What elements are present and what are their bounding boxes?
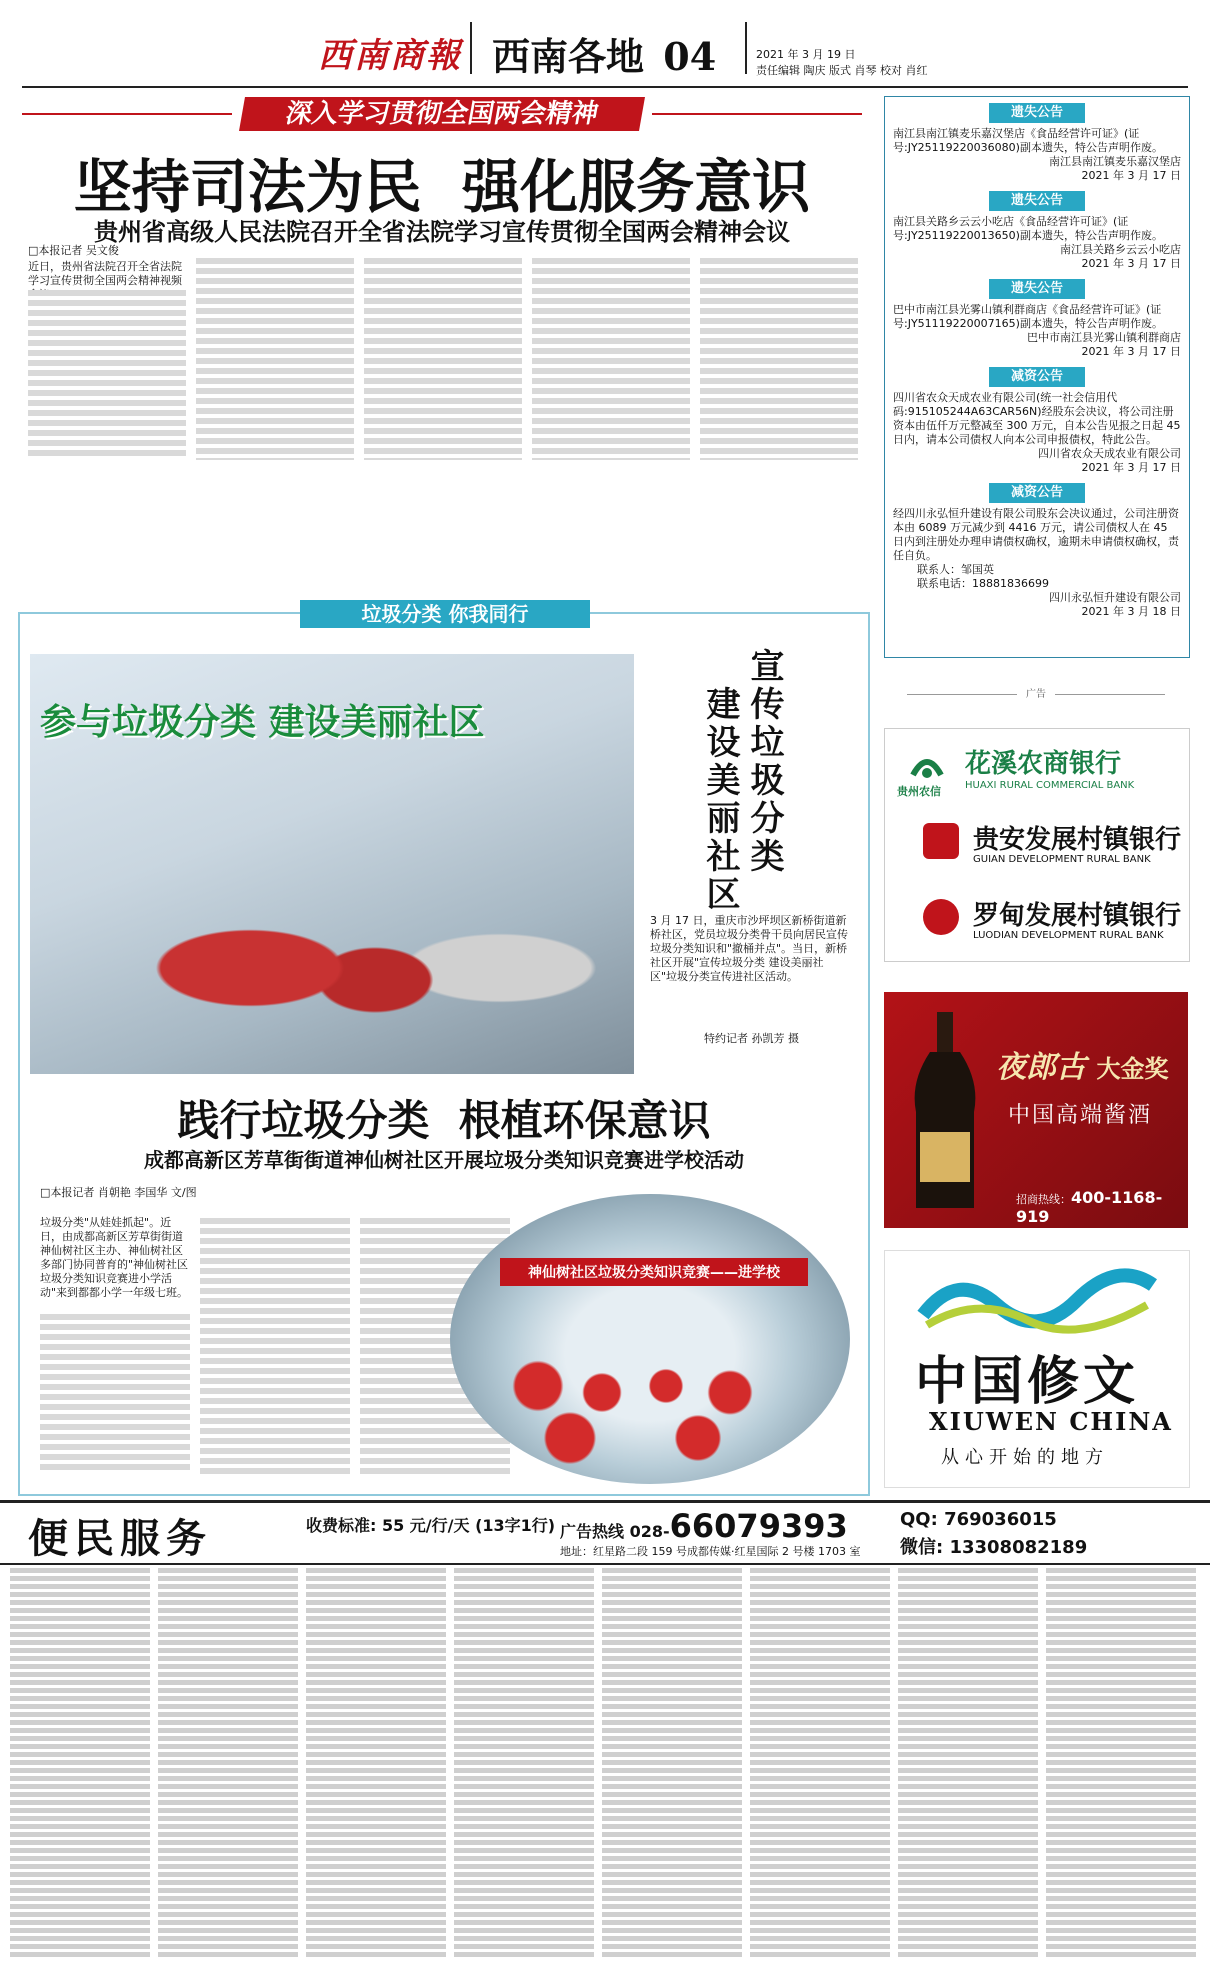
guian-en: GUIAN DEVELOPMENT RURAL BANK xyxy=(973,854,1151,865)
classifieds-wechat: 微信: 13308082189 xyxy=(900,1537,1088,1558)
guian-bank xyxy=(885,809,1189,879)
notices-box xyxy=(884,96,1190,658)
banner-line-left xyxy=(22,113,232,115)
notice-title: 减资公告 xyxy=(989,367,1085,387)
notice-date: 2021 年 3 月 18 日 xyxy=(1081,605,1181,618)
liquor-brand: 夜郎古 xyxy=(996,1050,1086,1085)
feature-photo xyxy=(30,654,634,1074)
feature-intro: 垃圾分类"从娃娃抓起"。近日，由成都高新区芳草街街道神仙树社区主办、神仙树社区多部门协同普育的"神仙树社区垃圾分类知识竞赛进小学活动"来到都都小学一年级七班。 xyxy=(40,1216,189,1299)
vertical-title-1: 宣传垃圾分类 xyxy=(744,648,784,876)
feature-tag: 垃圾分类 你我同行 xyxy=(300,600,590,628)
notice-item xyxy=(893,191,1181,271)
huaxi-name: 花溪农商银行 xyxy=(965,749,1122,779)
notice-signer: 南江县关路乡云云小吃店 xyxy=(1060,243,1181,256)
liquor-ad xyxy=(884,992,1188,1228)
classifieds-col-7 xyxy=(898,1568,1038,1958)
photo-banner: 参与垃圾分类 建设美丽社区 xyxy=(40,702,485,743)
classifieds-qq: QQ: 769036015 xyxy=(900,1509,1057,1530)
classifieds-col-1 xyxy=(10,1568,150,1958)
notice-contact-phone: 联系电话：18881836699 xyxy=(917,577,1049,590)
notice-date: 2021 年 3 月 17 日 xyxy=(1081,461,1181,474)
notice-signer: 南江县南江镇麦乐嘉汉堡店 xyxy=(1049,155,1181,168)
paper-logo: 西南商報 xyxy=(318,36,462,76)
liquor-award: 大金奖 xyxy=(1096,1054,1169,1083)
lead-body-col-3 xyxy=(364,258,522,460)
notice-contact-person: 联系人：邹国英 xyxy=(917,563,994,576)
feature-box xyxy=(18,602,870,1496)
classifieds-title: 便民服务 xyxy=(28,1515,212,1562)
xiuwen-cn: 中国修文 xyxy=(915,1351,1140,1412)
lead-headline: 坚持司法为民 强化服务意识 xyxy=(73,153,811,221)
notice-title: 遗失公告 xyxy=(989,103,1085,123)
section-title: 西南各地 04 xyxy=(492,34,717,79)
guian-name: 贵安发展村镇银行 xyxy=(973,825,1182,855)
lead-story xyxy=(22,140,862,470)
issue-date: 2021 年 3 月 19 日 xyxy=(756,48,856,61)
masthead-rule xyxy=(22,86,1188,88)
feature-body-col-2 xyxy=(200,1218,350,1474)
masthead xyxy=(0,0,1210,92)
huaxi-en: HUAXI RURAL COMMERCIAL BANK xyxy=(965,780,1135,791)
lead-subheadline: 贵州省高级人民法院召开全省法院学习宣传贯彻全国两会精神会议 xyxy=(94,217,790,246)
luodian-en: LUODIAN DEVELOPMENT RURAL BANK xyxy=(973,930,1164,941)
photo-credit: 特约记者 孙凯芳 摄 xyxy=(704,1032,799,1045)
notice-date: 2021 年 3 月 17 日 xyxy=(1081,345,1181,358)
liquor-tagline: 中国高端酱酒 xyxy=(1008,1103,1153,1128)
notice-title: 遗失公告 xyxy=(989,279,1085,299)
photo-people xyxy=(100,824,600,1064)
notice-date: 2021 年 3 月 17 日 xyxy=(1081,169,1181,182)
liquor-headline xyxy=(996,1042,1168,1086)
notice-body: 四川省农众天成农业有限公司(统一社会信用代码:915105244A63CAR56N)经股东会决议，将公司注册资本由伍仟万元整减至 300 万元，自本公告见报之日起 45 日内，请本公司债权人向本公司申报债权，特此公告。 xyxy=(893,391,1181,446)
notice-body: 巴中市南江县光雾山镇利群商店《食品经营许可证》(证号:JY51119220007165)副本遗失，特公告声明作废。 xyxy=(893,303,1163,330)
xiuwen-logo-icon xyxy=(917,1265,1157,1335)
classroom-photo xyxy=(450,1194,850,1484)
notice-signer: 四川永弘恒升建设有限公司 xyxy=(1049,591,1181,604)
notice-title: 遗失公告 xyxy=(989,191,1085,211)
masthead-divider xyxy=(470,22,472,74)
huaxi-bank xyxy=(885,729,1189,799)
classifieds-hotline: 广告热线 028-66079393 xyxy=(560,1507,848,1545)
notice-body: 南江县关路乡云云小吃店《食品经营许可证》(证号:JY25119220013650)副本遗失，特公告声明作废。 xyxy=(893,215,1163,242)
classifieds-col-2 xyxy=(158,1568,298,1958)
notice-item xyxy=(893,103,1181,183)
notice-title: 减资公告 xyxy=(989,483,1085,503)
luodian-bank xyxy=(885,885,1189,955)
notice-item xyxy=(893,367,1181,475)
lead-body-col-1 xyxy=(28,290,186,460)
lead-body-col-5 xyxy=(700,258,858,460)
masthead-divider-2 xyxy=(745,22,747,74)
liquor-bottle-icon xyxy=(910,1012,980,1212)
classifieds-address: 地址：红星路二段 159 号成都传媒·红星国际 2 号楼 1703 室 xyxy=(560,1545,861,1558)
notice-signer: 四川省农众天成农业有限公司 xyxy=(1038,447,1181,460)
banner-text: 深入学习贯彻全国两会精神 xyxy=(239,97,645,131)
notice-item xyxy=(893,279,1181,359)
ad-label: 广告 xyxy=(884,688,1188,701)
editor-credits: 责任编辑 陶庆 版式 肖琴 校对 肖红 xyxy=(756,64,928,77)
banner-line-right xyxy=(652,113,862,115)
luodian-name: 罗甸发展村镇银行 xyxy=(973,901,1182,931)
lead-body-col-2 xyxy=(196,258,354,460)
huaxi-logo-icon xyxy=(907,745,947,785)
feature-byline: □本报记者 肖朝艳 李国华 文/图 xyxy=(40,1186,197,1199)
notices-list xyxy=(885,97,1189,633)
classroom-banner: 神仙树社区垃圾分类知识竞赛——进学校 xyxy=(500,1258,808,1286)
bank-ad xyxy=(884,728,1190,962)
classifieds-fee: 收费标准: 55 元/行/天 (13字1行) xyxy=(306,1516,556,1535)
luodian-logo-icon xyxy=(923,899,959,935)
feature-subheadline: 成都高新区芳草街街道神仙树社区开展垃圾分类知识竞赛进学校活动 xyxy=(144,1148,744,1172)
classroom-students xyxy=(490,1334,810,1464)
classifieds xyxy=(0,1500,1210,1966)
theme-banner xyxy=(22,97,862,131)
huaxi-prefix: 贵州农信 xyxy=(897,785,941,798)
classifieds-col-8 xyxy=(1046,1568,1196,1958)
lead-intro: 近日，贵州省法院召开全省法院学习宣传贯彻全国两会精神视频 xyxy=(28,260,182,287)
notice-body: 经四川永弘恒升建设有限公司股东会决议通过，公司注册资本由 6089 万元减少到 4416 万元，请公司债权人在 45 日内到注册处办理申请债权确权，逾期未申请债权确权，责任自负。 xyxy=(893,507,1179,562)
liquor-hotline: 招商热线：400-1168-919 xyxy=(1016,1188,1163,1226)
xiuwen-slogan: 从心开始的地方 xyxy=(941,1447,1109,1468)
xiuwen-ad xyxy=(884,1250,1190,1488)
notice-signer: 巴中市南江县光雾山镇利群商店 xyxy=(1027,331,1181,344)
classifieds-col-4 xyxy=(454,1568,594,1958)
feature-body-col-1 xyxy=(40,1314,190,1474)
feature-headline: 践行垃圾分类 根植环保意识 xyxy=(177,1096,711,1145)
photo-caption: 3 月 17 日，重庆市沙坪坝区新桥街道新桥社区，党员垃圾分类骨干员向居民宣传垃圾分类知识和"撤桶并点"。当日，新桥社区开展"宣传垃圾分类 建设美丽社区"垃圾分类宣传进社区活动。 xyxy=(650,914,848,983)
classifieds-col-6 xyxy=(750,1568,890,1958)
classifieds-header xyxy=(0,1500,1210,1565)
notice-date: 2021 年 3 月 17 日 xyxy=(1081,257,1181,270)
vertical-title-2: 建设美丽社区 xyxy=(700,686,740,914)
xiuwen-en: XIUWEN CHINA xyxy=(929,1407,1173,1436)
lead-body-col-4 xyxy=(532,258,690,460)
notice-body: 南江县南江镇麦乐嘉汉堡店《食品经营许可证》(证号:JY25119220036080)副本遗失，特公告声明作废。 xyxy=(893,127,1163,154)
notice-item xyxy=(893,483,1181,619)
classifieds-col-5 xyxy=(602,1568,742,1958)
lead-byline: □本报记者 吴文俊 xyxy=(28,244,119,257)
guian-logo-icon xyxy=(923,823,959,859)
classifieds-col-3 xyxy=(306,1568,446,1958)
